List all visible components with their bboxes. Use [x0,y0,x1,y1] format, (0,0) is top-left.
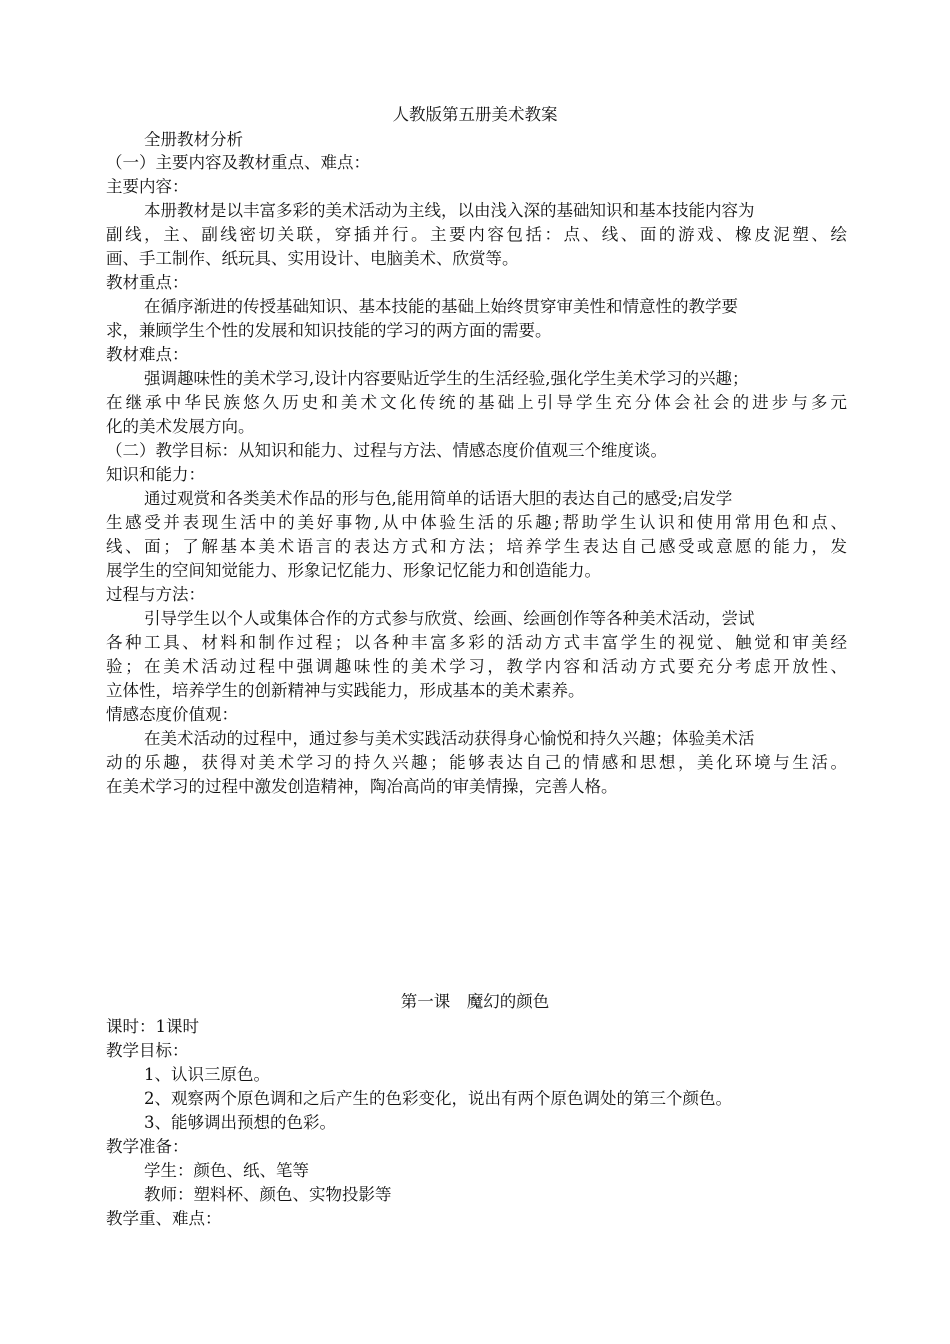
paragraph-line: 画、手工制作、纸玩具、实用设计、电脑美术、欣赏等。 [106,249,519,268]
emotion-label: 情感态度价值观： [106,705,238,724]
lesson-title: 第一课 魔幻的颜色 [400,992,550,1011]
focus-label: 教学重、难点： [106,1209,222,1228]
paragraph-line: 在继承中华民族悠久历史和美术文化传统的基础上引导学生充分体会社会的进步与多元 [106,393,847,412]
paragraph-line: 在美术活动的过程中，通过参与美术实践活动获得身心愉悦和持久兴趣；体验美术活 [144,729,755,748]
paragraph-line: 各种工具、材料和制作过程；以各种丰富多彩的活动方式丰富学生的视觉、触觉和审美经 [106,633,847,652]
paragraph-line: 展学生的空间知觉能力、形象记忆能力、形象记忆能力和创造能力。 [106,561,601,580]
paragraph-line: 化的美术发展方向。 [106,417,255,436]
paragraph-line: 本册教材是以丰富多彩的美术活动为主线，以由浅入深的基础知识和基本技能内容为 [144,201,755,220]
prep-teacher: 教师：塑料杯、颜色、实物投影等 [144,1185,392,1204]
paragraph-line: 在循序渐进的传授基础知识、基本技能的基础上始终贯穿审美性和情意性的教学要 [144,297,738,316]
key-points-label: 教材重点： [106,273,189,292]
goals-label: 教学目标： [106,1041,189,1060]
goal-item: 2、观察两个原色调和之后产生的色彩变化，说出有两个原色调处的第三个颜色。 [144,1089,732,1108]
process-label: 过程与方法： [106,585,205,604]
paragraph-line: 验；在美术活动过程中强调趣味性的美术学习，教学内容和活动方式要充分考虑开放性、 [106,657,847,676]
knowledge-label: 知识和能力： [106,465,205,484]
document-title: 人教版第五册美术教案 [392,105,558,124]
paragraph-line: 立体性，培养学生的创新精神与实践能力，形成基本的美术素养。 [106,681,585,700]
main-content-label: 主要内容： [106,177,189,196]
paragraph-line: 动的乐趣，获得对美术学习的持久兴趣；能够表达自己的情感和思想，美化环境与生活。 [106,753,847,772]
paragraph-line: 通过观赏和各类美术作品的形与色,能用简单的话语大胆的表达自己的感受;启发学 [144,489,733,508]
paragraph-line: 强调趣味性的美术学习,设计内容要贴近学生的生活经验,强化学生美术学习的兴趣； [144,369,749,388]
prep-label: 教学准备： [106,1137,189,1156]
analysis-heading: 全册教材分析 [144,130,243,149]
paragraph-line: 引导学生以个人或集体合作的方式参与欣赏、绘画、绘画创作等各种美术活动，尝试 [144,609,755,628]
section-1-heading: （一）主要内容及教材重点、难点： [106,153,370,172]
paragraph-line: 生感受并表现生活中的美好事物,从中体验生活的乐趣;帮助学生认识和使用常用色和点、 [106,513,847,532]
goal-item: 3、能够调出预想的色彩。 [144,1113,336,1132]
paragraph-line: 在美术学习的过程中激发创造精神，陶冶高尚的审美情操，完善人格。 [106,777,618,796]
paragraph-line: 线、面；了解基本美术语言的表达方式和方法；培养学生表达自己感受或意愿的能力，发 [106,537,847,556]
class-hours: 课时：1课时 [106,1017,199,1036]
paragraph-line: 求，兼顾学生个性的发展和知识技能的学习的两方面的需要。 [106,321,552,340]
section-2-heading: （二）教学目标：从知识和能力、过程与方法、情感态度价值观三个维度谈。 [106,441,667,460]
difficulties-label: 教材难点： [106,345,189,364]
paragraph-line: 副线，主、副线密切关联，穿插并行。主要内容包括：点、线、面的游戏、橡皮泥塑、绘 [106,225,847,244]
goal-item: 1、认识三原色。 [144,1065,270,1084]
prep-student: 学生：颜色、纸、笔等 [144,1161,309,1180]
